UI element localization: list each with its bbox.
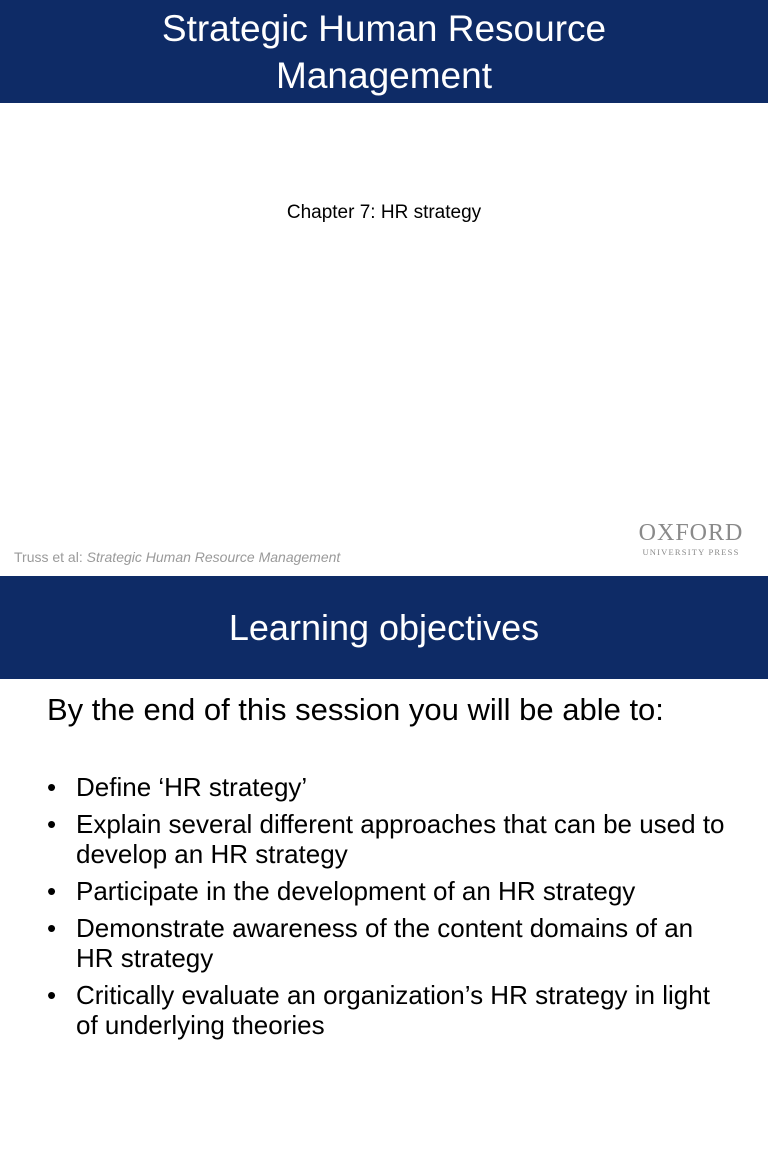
objective-text: Critically evaluate an organization’s HR strategy in light of underlying theories xyxy=(76,980,710,1040)
objective-item xyxy=(47,913,727,973)
objectives-banner xyxy=(0,576,768,679)
objective-item xyxy=(47,772,727,802)
bullet-icon: • xyxy=(47,876,57,906)
title-banner xyxy=(0,0,768,103)
objectives-lead: By the end of this session you will be able to: xyxy=(47,692,664,727)
footer-book-title: Strategic Human Resource Management xyxy=(86,549,341,565)
objective-text: Define ‘HR strategy’ xyxy=(76,772,308,802)
bullet-icon: • xyxy=(47,809,57,839)
objective-item xyxy=(47,876,727,906)
bullet-icon: • xyxy=(47,980,57,1010)
objective-item xyxy=(47,809,727,869)
oxford-logo xyxy=(636,521,746,557)
objective-text: Explain several different approaches that can be used to develop an HR strategy xyxy=(76,809,725,869)
objective-text: Demonstrate awareness of the content domains of an HR strategy xyxy=(76,913,694,973)
logo-wordmark: OXFORD xyxy=(638,520,744,546)
chapter-subtitle: Chapter 7: HR strategy xyxy=(286,202,482,223)
objective-item xyxy=(47,980,727,1040)
objectives-title: Learning objectives xyxy=(228,607,540,648)
footer-credit xyxy=(14,549,340,565)
objectives-list xyxy=(47,772,727,1047)
slide-title: Strategic Human Resource Management xyxy=(161,7,607,96)
bullet-icon: • xyxy=(47,913,57,943)
logo-subtitle: UNIVERSITY PRESS xyxy=(642,547,740,557)
bullet-icon: • xyxy=(47,772,57,802)
footer-prefix: Truss et al: xyxy=(14,549,87,565)
objectives-slide xyxy=(0,576,768,1152)
objective-text: Participate in the development of an HR strategy xyxy=(76,876,636,906)
